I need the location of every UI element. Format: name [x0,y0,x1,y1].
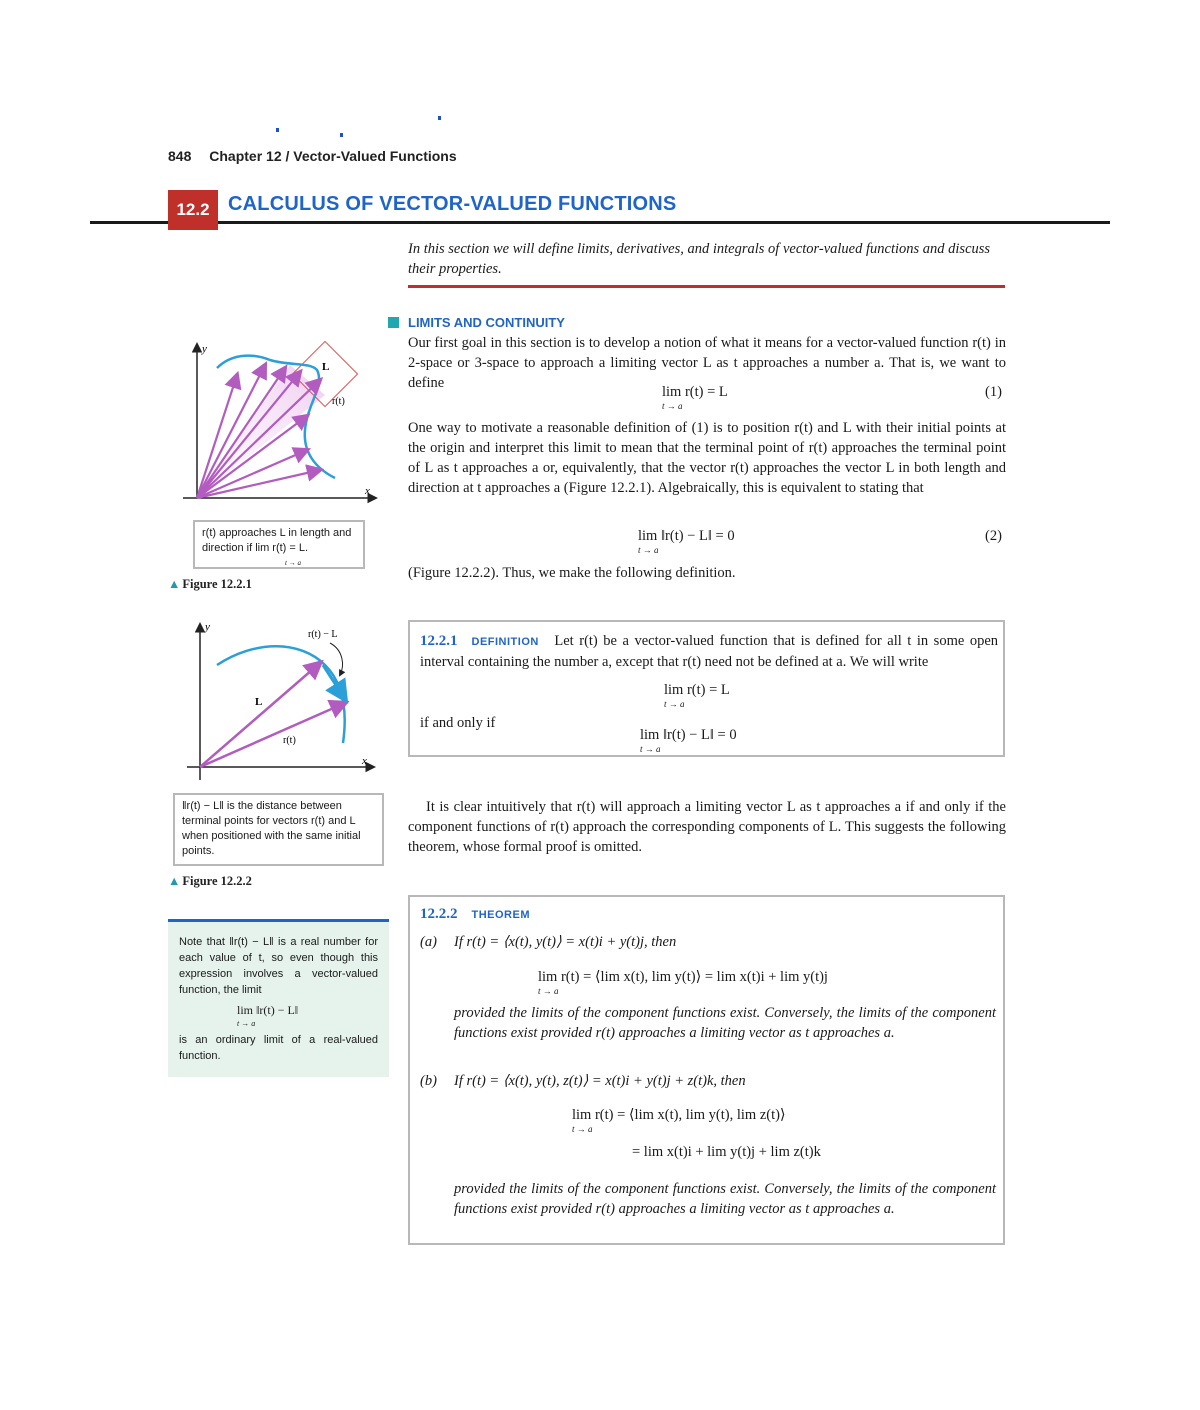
figure-12-2-2-graphic [175,615,390,790]
figure-12-2-2-caption: ‖r(t) − L‖ is the distance between terminal points for vectors r(t) and L when positioned with the same initial points. [173,793,384,866]
margin-note-equation [237,1002,378,1032]
x-axis-label: x [365,485,370,497]
margin-note-text-2: is an ordinary limit of a real-valued function. [179,1034,378,1062]
y-axis-label: y [205,621,210,633]
theorem-b-equation-1-text: lim r(t) = ⟨lim x(t), lim y(t), lim z(t)⟩ [572,1107,786,1123]
theorem-a-text: If r(t) = ⟨x(t), y(t)⟩ = x(t)i + y(t)j, then [454,934,677,950]
theorem-b-equation-1 [572,1107,786,1134]
subsection-heading [388,315,565,330]
artifact-dot [276,128,279,132]
paragraph-3: (Figure 12.2.2). Thus, we make the following definition. [408,565,736,581]
theorem-b-equation-1-subscript: t → a [572,1124,593,1134]
definition-equation-1-text: lim r(t) = L [664,682,730,698]
equation-1 [662,384,728,411]
vector-r [200,703,345,767]
artifact-dot [438,116,441,120]
definition-iff: if and only if [420,715,496,731]
running-head [168,148,457,164]
figure-12-2-1-caption-subscript: t → a [285,559,301,567]
paragraph-2: One way to motivate a reasonable definition of (1) is to position r(t) and L with their initial points at the origin and interpret this limit to mean that the terminal point of r(t) approaches the terminal point of L as t approaches a or, equivalently, that the vector r(t) approaches the vector L in both length and direction at t approaches a (Figure 12.2.1). Algebraically, this is equivalent to stating that [408,420,1006,496]
definition-equation-2-subscript: t → a [640,744,661,754]
y-axis-label: y [202,343,207,355]
definition-number: 12.2.1 [420,633,458,649]
margin-note [168,919,389,1077]
x-axis-label: x [362,755,367,767]
theorem-box [408,895,1005,1245]
definition-equation-1-subscript: t → a [664,699,685,709]
header-rule [90,221,1110,224]
equation-2 [638,528,735,555]
theorem-b-equation-2-text: = lim x(t)i + lim y(t)j + lim z(t)k [632,1144,821,1160]
theorem-b-label: (b) [420,1073,437,1089]
theorem-a-equation [538,969,828,996]
figure-12-2-2-label [168,874,252,889]
triangle-marker-icon: ▲ [168,577,181,591]
figure-12-2-1-label [168,577,252,592]
theorem-a-equation-subscript: t → a [538,986,559,996]
vector-L-label: L [255,696,263,708]
definition-body [420,631,998,672]
artifact-dot [340,133,343,137]
definition-text: Let r(t) be a vector-valued function that is defined for all t in some open interval containing the number a, except that r(t) need not be defined at a. We will write [420,633,999,670]
vector-L-label: L [322,361,330,373]
equation-2-text: lim ‖r(t) − L‖ = 0 [638,528,735,544]
margin-note-equation-subscript: t → a [237,1019,256,1028]
theorem-a-equation-text: lim r(t) = ⟨lim x(t), lim y(t)⟩ = lim x(t)i + lim y(t)j [538,969,828,985]
definition-equation-2 [640,727,737,754]
definition-equation-1 [664,682,730,709]
intro-rule [408,285,1005,288]
curve [217,646,345,743]
equation-1-subscript: t → a [662,401,683,411]
paragraph-4: It is clear intuitively that r(t) will approach a limiting vector L as t approaches a if and only if the component functions of r(t) approach the corresponding components of L. This suggests the following theorem, whose formal proof is omitted. [408,799,1006,855]
triangle-marker-icon: ▲ [168,874,181,888]
figure-12-2-2-label-text: Figure 12.2.2 [182,874,252,888]
definition-box [408,620,1005,757]
margin-note-equation-text: lim ‖r(t) − L‖ [237,1003,299,1017]
figure-12-2-1-label-text: Figure 12.2.1 [182,577,252,591]
definition-equation-2-text: lim ‖r(t) − L‖ = 0 [640,727,737,743]
theorem-a-label: (a) [420,934,437,950]
margin-note-text-1: Note that ‖r(t) − L‖ is a real number for each value of t, so even though this expression involves a vector-valued function, the limit [179,936,378,996]
equation-2-number: (2) [985,528,1002,544]
vector-L [200,663,320,767]
page-number: 848 [168,148,192,164]
vector-r-label: r(t) [283,735,296,746]
section-intro: In this section we will define limits, derivatives, and integrals of vector-valued functions and discuss their properties. [408,241,991,277]
square-bullet-icon [388,317,399,328]
callout-arrow [330,643,343,675]
chapter-title: Chapter 12 / Vector-Valued Functions [209,148,457,164]
figure-12-2-1-caption [193,520,365,569]
equation-1-number: (1) [985,384,1002,400]
figure-12-2-1-caption-text: r(t) approaches L in length and direction if lim r(t) = L. [202,527,352,554]
theorem-b-text: If r(t) = ⟨x(t), y(t), z(t)⟩ = x(t)i + y(t)j + z(t)k, then [454,1073,746,1089]
paragraph-1: Our first goal in this section is to develop a notion of what it means for a vector-valued function r(t) in 2-space or 3-space to approach a limiting vector L as t approaches a number a. That is, we want to define [408,335,1006,391]
theorem-keyword: THEOREM [471,909,530,921]
equation-1-text: lim r(t) = L [662,384,728,400]
definition-keyword: DEFINITION [471,636,539,648]
figure-12-2-1-graphic [175,330,390,515]
section-title: CALCULUS OF VECTOR-VALUED FUNCTIONS [228,193,677,215]
theorem-number: 12.2.2 [420,906,458,922]
vector-r-label: r(t) [332,396,345,407]
theorem-a-note: provided the limits of the component functions exist. Conversely, the limits of the component functions exist provided r(t) approaches a limiting vector as t approaches a. [454,1005,996,1041]
section-number-badge: 12.2 [168,190,218,230]
theorem-b-note: provided the limits of the component functions exist. Conversely, the limits of the component functions exist provided r(t) approaches a limiting vector as t approaches a. [454,1181,996,1217]
vector-difference-label: r(t) − L [308,629,338,640]
subsection-title: LIMITS AND CONTINUITY [408,315,565,330]
equation-2-subscript: t → a [638,545,659,555]
theorem-heading [420,905,530,923]
theorem-b-equation-2 [632,1144,821,1161]
